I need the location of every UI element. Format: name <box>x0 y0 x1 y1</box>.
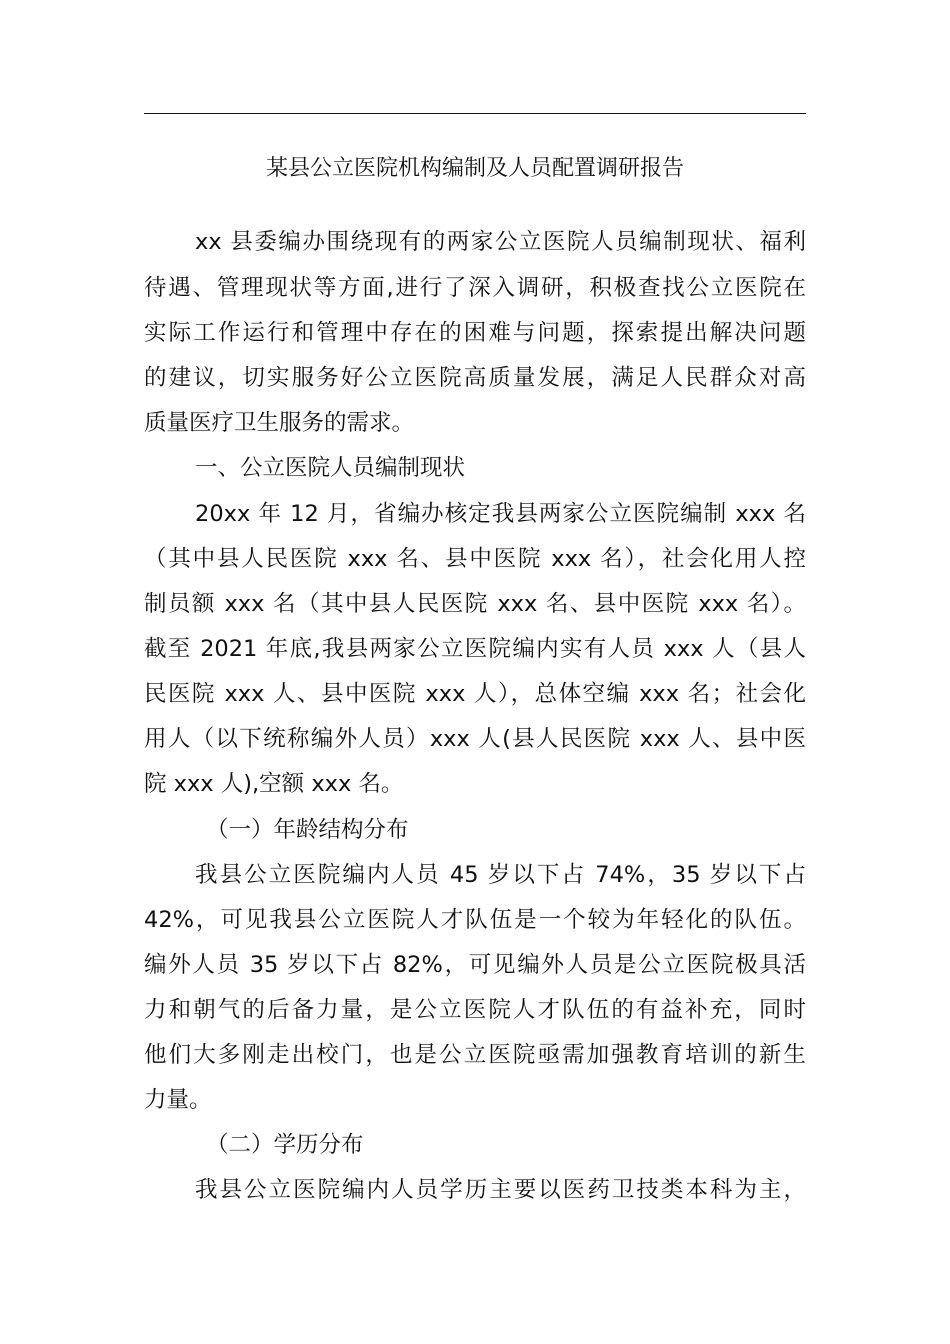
section1-line: 制员额 xxx 名（其中县人民医院 xxx 名、县中医院 xxx 名）。 <box>144 591 806 617</box>
section1-line: （其中县人民医院 xxx 名、县中医院 xxx 名），社会化用人控 <box>144 546 806 572</box>
section1-line: 用人（以下统称编外人员）xxx 人(县人民医院 xxx 人、县中医 <box>144 726 806 752</box>
sub2-line: 我县公立医院编内人员学历主要以医药卫技类本科为主， <box>195 1177 806 1203</box>
sub1-line: 力量。 <box>144 1087 212 1113</box>
sub1-line: 编外人员 35 岁以下占 82%，可见编外人员是公立医院极具活 <box>144 952 806 978</box>
subsection-heading: （一）年龄结构分布 <box>206 817 409 843</box>
section1-line: 截至 2021 年底,我县两家公立医院编内实有人员 xxx 人（县人 <box>144 636 806 662</box>
sub1-line: 我县公立医院编内人员 45 岁以下占 74%，35 岁以下占 <box>195 862 806 888</box>
sub1-line: 力和朝气的后备力量，是公立医院人才队伍的有益补充，同时 <box>144 997 806 1023</box>
intro-line: 的建议，切实服务好公立医院高质量发展，满足人民群众对高 <box>144 365 806 391</box>
subsection-heading: （二）学历分布 <box>206 1132 364 1158</box>
intro-line: 待遇、管理现状等方面,进行了深入调研，积极查找公立医院在 <box>144 275 806 301</box>
section-heading: 一、公立医院人员编制现状 <box>195 455 466 481</box>
section1-line: 民医院 xxx 人、县中医院 xxx 人），总体空编 xxx 名；社会化 <box>144 681 806 707</box>
sub1-line: 他们大多刚走出校门，也是公立医院亟需加强教育培训的新生 <box>144 1042 806 1068</box>
intro-line: 实际工作运行和管理中存在的困难与问题，探索提出解决问题 <box>144 320 806 346</box>
header-rule <box>144 113 806 114</box>
section1-line: 20xx 年 12 月，省编办核定我县两家公立医院编制 xxx 名 <box>195 501 806 527</box>
sub1-line: 42%，可见我县公立医院人才队伍是一个较为年轻化的队伍。 <box>144 907 806 933</box>
intro-line: xx 县委编办围绕现有的两家公立医院人员编制现状、福利 <box>195 229 806 255</box>
section1-line: 院 xxx 人),空额 xxx 名。 <box>144 771 404 797</box>
document-title: 某县公立医院机构编制及人员配置调研报告 <box>265 156 684 181</box>
intro-line: 质量医疗卫生服务的需求。 <box>144 410 415 436</box>
